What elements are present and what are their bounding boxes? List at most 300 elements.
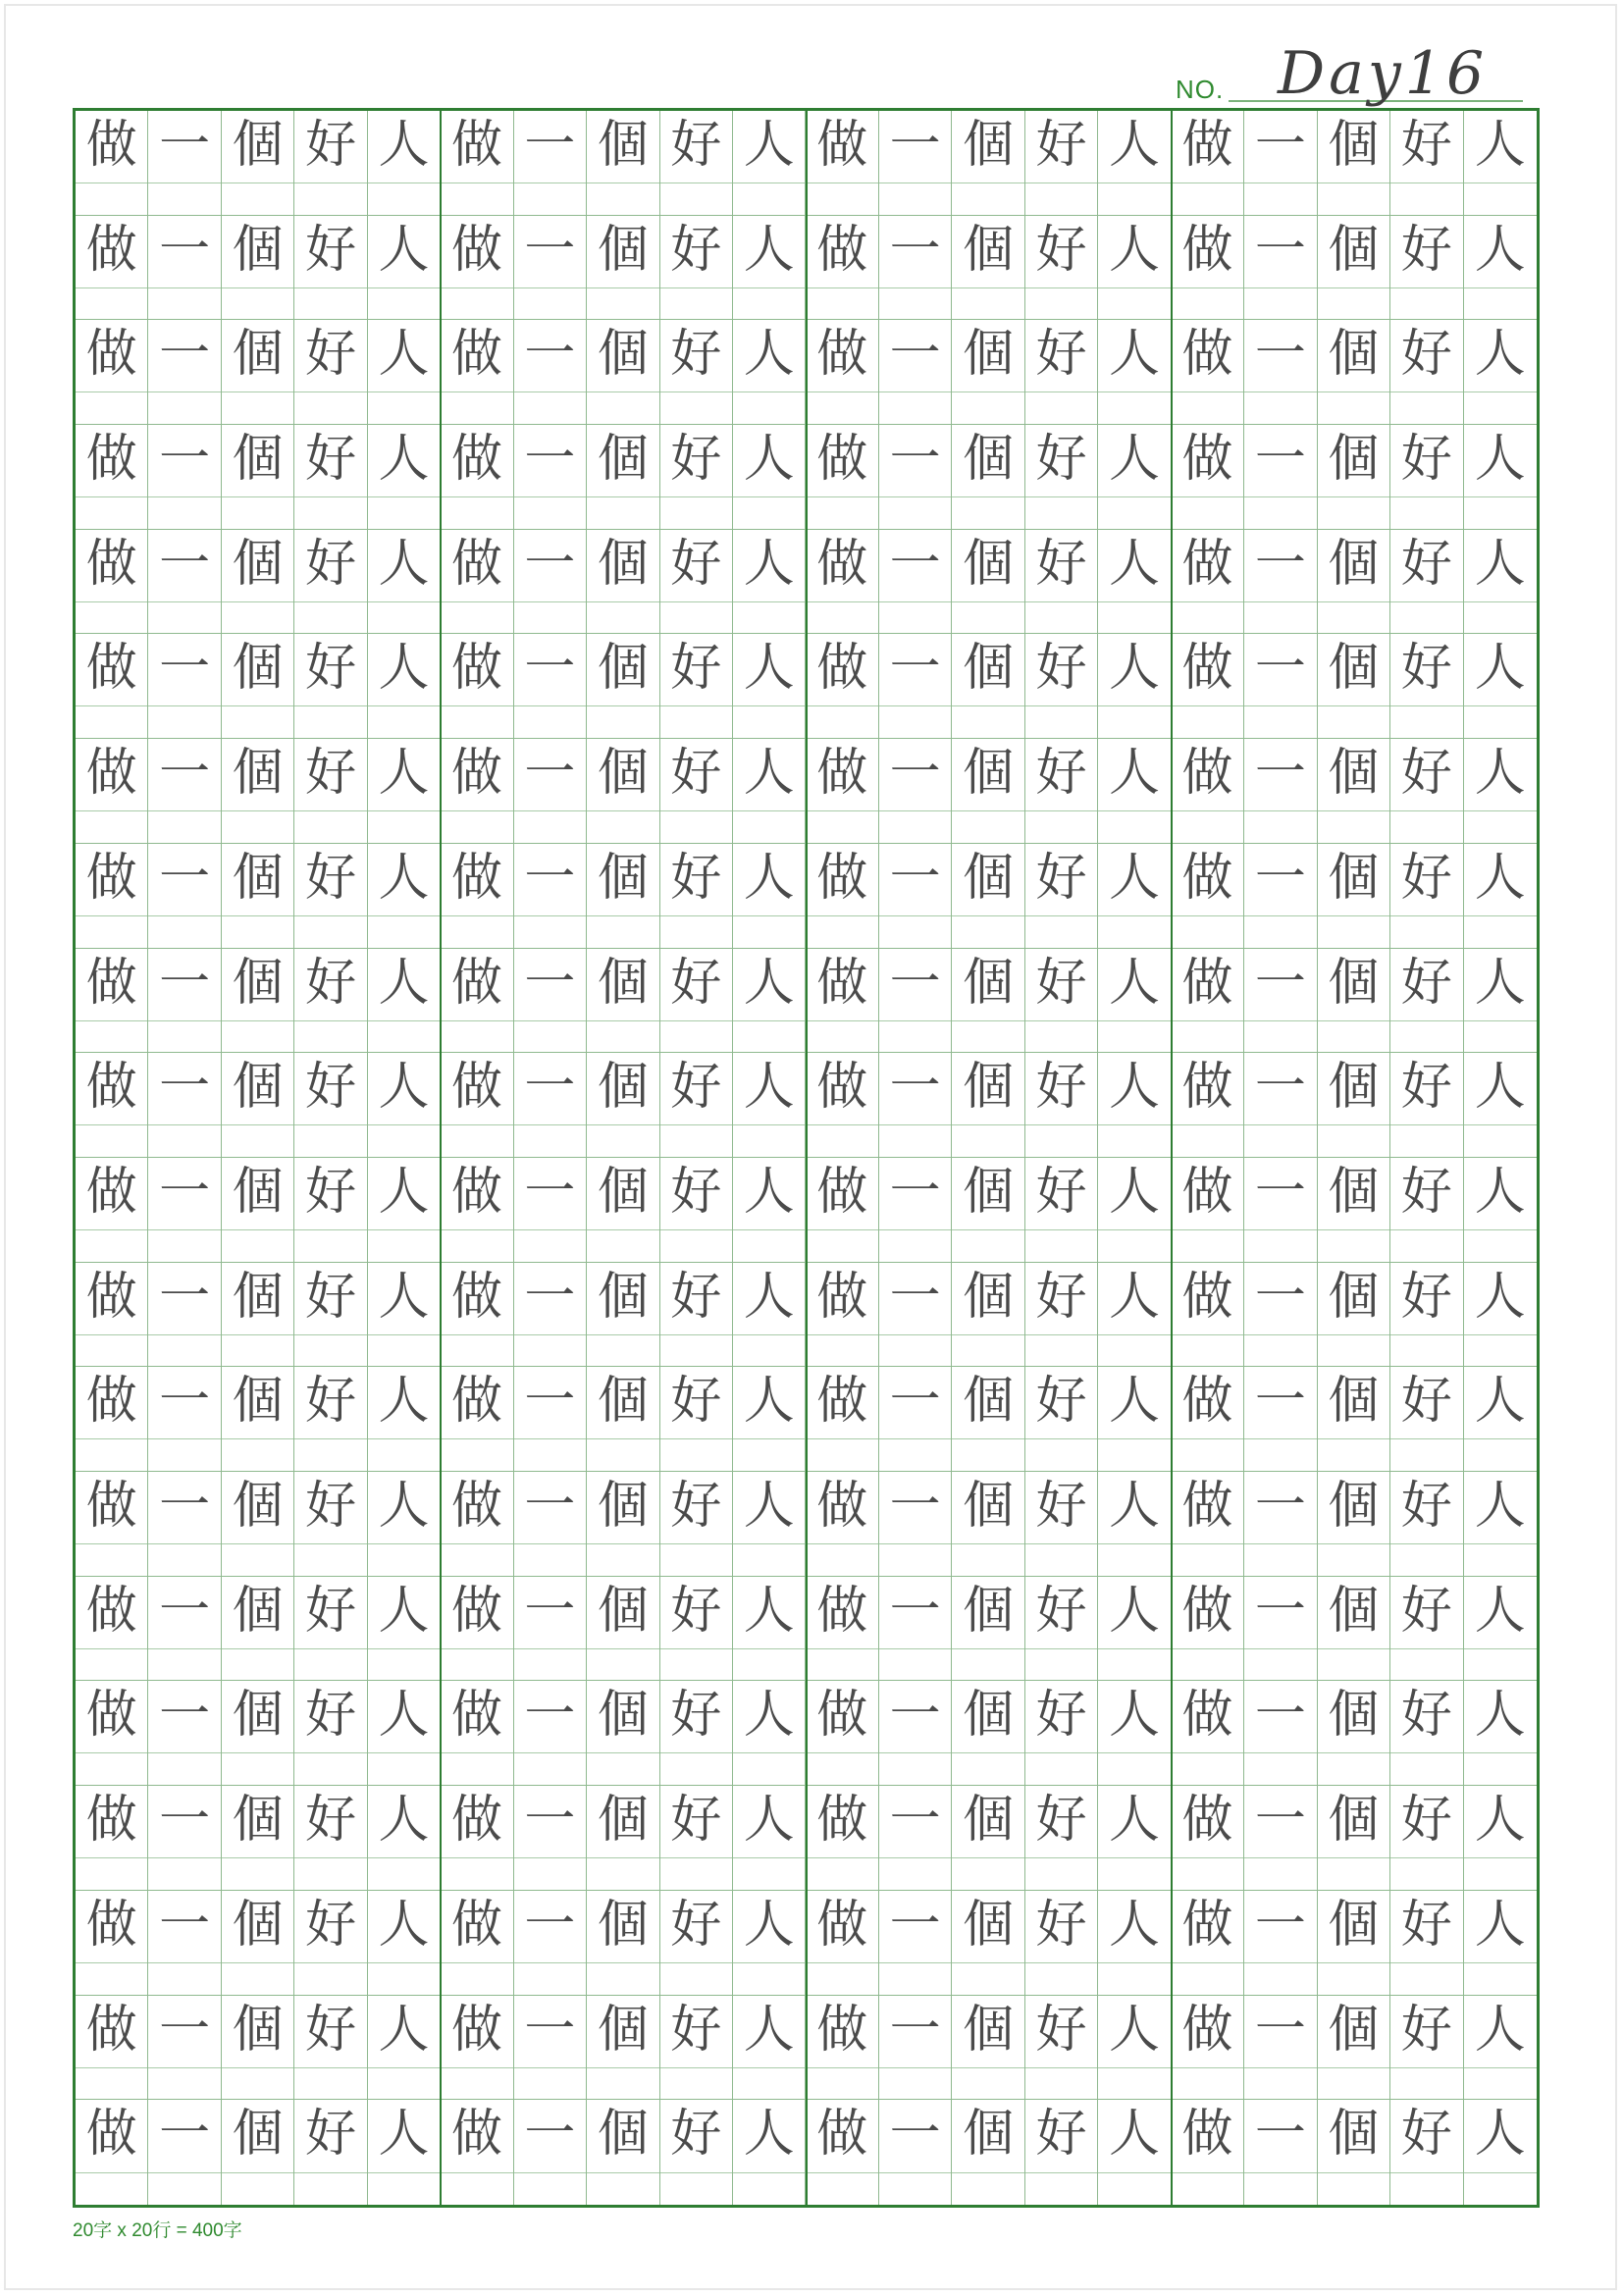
grid-cell [368,1472,441,1577]
grid-cell [1025,216,1098,321]
row-gap-line [514,810,586,843]
row-gap-line [1318,601,1389,634]
handwritten-character: 一 [1254,953,1306,1013]
grid-cell [879,1158,952,1263]
handwritten-character: 做 [450,953,502,1013]
row-gap-line [879,1543,951,1576]
row-gap-line [76,183,147,215]
row-gap-line [294,287,366,320]
handwritten-character: 做 [450,1477,502,1537]
grid-cell [1318,1786,1390,1891]
grid-cell [514,949,587,1054]
handwritten-character: 人 [743,848,795,908]
handwritten-character: 人 [1109,1372,1161,1432]
handwritten-character: 做 [1181,639,1233,699]
handwritten-character: 做 [1181,430,1233,490]
grid-cell [1390,1786,1463,1891]
row-gap-line [587,1648,658,1681]
handwritten-character: 好 [1035,116,1087,175]
row-gap-line [148,1229,220,1262]
handwritten-character: 做 [85,2000,137,2060]
handwritten-character: 好 [1035,1477,1087,1537]
handwritten-character: 好 [1035,1686,1087,1746]
grid-cell [1098,1053,1171,1158]
row-gap-line [733,810,805,843]
row-gap-line [148,1543,220,1576]
grid-cell [1244,216,1317,321]
grid-cell [879,634,952,739]
row-gap-line [148,2172,220,2205]
handwritten-character: 好 [670,325,722,385]
grid-cell [148,1891,221,1996]
row-gap-line [660,915,732,948]
row-gap-line [76,1857,147,1890]
grid-cell [587,1472,659,1577]
handwritten-character: 人 [1474,2000,1526,2060]
row-gap-line [368,287,440,320]
handwritten-character: 人 [1109,639,1161,699]
row-gap-line [1390,1648,1462,1681]
handwritten-character: 做 [85,1267,137,1327]
handwritten-character: 一 [889,953,941,1013]
grid-cell [148,425,221,530]
row-gap-line [733,2067,805,2100]
row-gap-line [1172,705,1243,738]
handwritten-character: 人 [1109,744,1161,804]
handwritten-character: 人 [378,1267,430,1327]
handwritten-character: 人 [1474,639,1526,699]
grid-cell [368,1367,441,1472]
row-gap-line [1172,1962,1243,1995]
grid-cell [733,1158,806,1263]
row-gap-line [733,705,805,738]
row-gap-line [514,1229,586,1262]
row-gap-line [1098,1752,1170,1785]
row-gap-line [148,1438,220,1471]
row-gap-line [148,1857,220,1890]
grid-cell [76,949,148,1054]
grid-cell [514,739,587,844]
handwritten-character: 人 [1474,430,1526,490]
handwritten-character: 人 [378,116,430,175]
row-gap-line [1172,1229,1243,1262]
handwritten-character: 個 [232,1895,284,1955]
row-gap-line [1318,2172,1389,2205]
handwritten-character: 做 [85,1372,137,1432]
grid-cell [733,1367,806,1472]
handwritten-character: 人 [378,1895,430,1955]
row-gap-line [1244,391,1316,424]
grid-cell [1172,1472,1244,1577]
grid-cell [1464,739,1537,844]
grid-cell [441,739,513,844]
handwritten-character: 做 [1181,220,1233,280]
handwritten-character: 一 [1254,430,1306,490]
row-gap-line [733,1438,805,1471]
row-gap-line [1244,1229,1316,1262]
row-gap-line [1172,1020,1243,1053]
row-gap-line [222,1334,293,1367]
row-gap-line [1464,1857,1537,1890]
handwritten-character: 人 [743,744,795,804]
row-gap-line [76,705,147,738]
grid-cell [222,111,294,216]
grid-cell [1172,739,1244,844]
handwritten-character: 好 [1400,1267,1452,1327]
row-gap-line [368,391,440,424]
grid-cell [514,1158,587,1263]
handwritten-character: 好 [1035,1058,1087,1118]
handwritten-character: 個 [1328,744,1380,804]
row-gap-line [660,1438,732,1471]
row-gap-line [1025,287,1097,320]
row-gap-line [733,1334,805,1367]
grid-cell [587,425,659,530]
handwritten-character: 好 [1035,1791,1087,1851]
grid-cell [1098,111,1171,216]
row-gap-line [879,1020,951,1053]
grid-cell [148,1367,221,1472]
handwritten-character: 個 [963,220,1015,280]
row-gap-line [1244,1020,1316,1053]
row-gap-line [1244,1962,1316,1995]
handwritten-character: 做 [450,1791,502,1851]
row-gap-line [222,1020,293,1053]
handwritten-character: 做 [816,430,868,490]
row-gap-line [514,1124,586,1157]
handwritten-character: 好 [670,2105,722,2165]
handwritten-character: 個 [1328,2000,1380,2060]
handwritten-character: 個 [597,1058,649,1118]
row-gap-line [1464,1648,1537,1681]
row-gap-line [1318,183,1389,215]
row-gap-line [806,1648,877,1681]
handwritten-character: 人 [743,1581,795,1641]
handwritten-character: 好 [305,1895,357,1955]
grid-cell [76,1996,148,2101]
grid-cell [733,1053,806,1158]
row-gap-line [879,1648,951,1681]
handwritten-character: 人 [378,2105,430,2165]
grid-cell [733,2100,806,2205]
grid-cell [368,111,441,216]
handwritten-character: 做 [1181,1267,1233,1327]
grid-cell [222,1263,294,1368]
grid-cell [806,1367,878,1472]
row-gap-line [733,287,805,320]
grid-cell [1098,1472,1171,1577]
handwritten-character: 個 [1328,1267,1380,1327]
row-gap-line [1390,1124,1462,1157]
row-gap-line [1098,183,1170,215]
row-gap-line [806,496,877,529]
grid-cell [368,844,441,949]
row-gap-line [879,2172,951,2205]
grid-cell [1172,634,1244,739]
grid-cell [368,2100,441,2205]
row-gap-line [660,1648,732,1681]
handwritten-character: 一 [889,1895,941,1955]
handwritten-character: 個 [597,1372,649,1432]
grid-cell [1025,1681,1098,1786]
row-gap-line [441,2172,512,2205]
row-gap-line [294,1020,366,1053]
row-gap-line [441,496,512,529]
grid-cell [879,111,952,216]
handwritten-character: 人 [378,1581,430,1641]
grid-cell [952,1158,1024,1263]
row-gap-line [952,601,1023,634]
handwritten-character: 好 [305,430,357,490]
handwritten-character: 做 [85,1477,137,1537]
grid-cell [952,111,1024,216]
handwritten-character: 做 [85,1058,137,1118]
handwritten-character: 一 [159,639,211,699]
row-gap-line [806,287,877,320]
handwritten-character: 好 [1035,220,1087,280]
grid-cell [1464,1263,1537,1368]
row-gap-line [733,915,805,948]
grid-cell [806,844,878,949]
grid-cell [660,844,733,949]
grid-cell [587,2100,659,2205]
handwritten-character: 做 [1181,2105,1233,2165]
grid-cell [294,1263,367,1368]
handwritten-character: 一 [524,1895,576,1955]
handwritten-character: 人 [1474,953,1526,1013]
row-gap-line [76,1334,147,1367]
handwritten-character: 一 [1254,220,1306,280]
row-gap-line [148,1648,220,1681]
grid-cell [368,530,441,635]
grid-cell [733,425,806,530]
grid-cell [1244,1472,1317,1577]
row-gap-line [1318,810,1389,843]
grid-cell [1098,949,1171,1054]
grid-cell [806,425,878,530]
handwritten-character: 一 [159,744,211,804]
row-gap-line [76,391,147,424]
grid-cell [806,1472,878,1577]
handwritten-character: 人 [378,1058,430,1118]
grid-cell [1098,2100,1171,2205]
handwritten-character: 一 [159,1267,211,1327]
handwritten-character: 個 [963,430,1015,490]
grid-cell [879,1891,952,1996]
handwritten-character: 做 [1181,116,1233,175]
row-gap-line [879,1229,951,1262]
row-gap-line [76,810,147,843]
handwritten-character: 人 [1474,1686,1526,1746]
handwritten-character: 人 [1109,1791,1161,1851]
grid-cell [1464,949,1537,1054]
grid-cell [587,1786,659,1891]
grid-cell [222,530,294,635]
grid-cell [76,1472,148,1577]
grid-cell [1318,216,1390,321]
row-gap-line [76,1543,147,1576]
row-gap-line [148,810,220,843]
row-gap-line [1464,915,1537,948]
row-gap-line [294,1229,366,1262]
handwritten-character: 個 [963,1686,1015,1746]
row-gap-line [368,705,440,738]
grid-cell [441,530,513,635]
handwritten-character: 人 [378,953,430,1013]
grid-cell [1390,1681,1463,1786]
handwritten-character: 人 [378,1686,430,1746]
row-gap-line [1025,2067,1097,2100]
handwritten-character: 做 [85,2105,137,2165]
row-gap-line [1098,1857,1170,1890]
handwritten-character: 人 [1109,430,1161,490]
row-gap-line [76,287,147,320]
row-gap-line [879,2067,951,2100]
row-gap-line [294,601,366,634]
grid-cell [1098,216,1171,321]
grid-cell [1172,1891,1244,1996]
row-gap-line [222,1648,293,1681]
row-gap-line [733,1752,805,1785]
grid-cell [294,320,367,425]
grid-cell [806,949,878,1054]
row-gap-line [952,2172,1023,2205]
row-gap-line [952,2067,1023,2100]
row-gap-line [1098,1648,1170,1681]
handwritten-character: 一 [889,1372,941,1432]
row-gap-line [222,915,293,948]
handwritten-character: 一 [1254,534,1306,594]
grid-cell [1244,2100,1317,2205]
grid-cell [1025,739,1098,844]
grid-cell [76,1367,148,1472]
no-label: NO. [1176,75,1225,104]
handwritten-character: 做 [450,744,502,804]
handwritten-character: 好 [670,1058,722,1118]
grid-cell [514,1996,587,2101]
handwritten-character: 做 [450,1686,502,1746]
handwritten-character: 好 [670,744,722,804]
manuscript-grid [73,108,1540,2208]
row-gap-line [879,1334,951,1367]
grid-cell [76,1053,148,1158]
grid-cell [660,1263,733,1368]
row-gap-line [587,1438,658,1471]
grid-cell [441,320,513,425]
handwritten-character: 個 [597,534,649,594]
handwritten-character: 人 [743,1686,795,1746]
row-gap-line [441,183,512,215]
row-gap-line [1172,183,1243,215]
handwritten-character: 個 [232,220,284,280]
handwritten-character: 好 [670,430,722,490]
row-gap-line [1318,1229,1389,1262]
grid-cell [368,1891,441,1996]
row-gap-line [1172,2067,1243,2100]
handwritten-character: 做 [450,639,502,699]
handwritten-character: 好 [1035,534,1087,594]
grid-cell [1172,1996,1244,2101]
grid-cell [1464,320,1537,425]
grid-cell [1464,1472,1537,1577]
row-gap-line [587,1752,658,1785]
handwritten-character: 做 [450,1058,502,1118]
handwritten-character: 個 [1328,953,1380,1013]
grid-cell [148,1681,221,1786]
handwritten-character: 一 [889,220,941,280]
grid-cell [148,1472,221,1577]
row-gap-line [1464,1438,1537,1471]
grid-cell [1244,1577,1317,1682]
handwritten-character: 個 [597,430,649,490]
grid-cell [1390,1367,1463,1472]
handwritten-character: 個 [963,1058,1015,1118]
row-gap-line [368,496,440,529]
grid-cell [294,739,367,844]
grid-cell [1318,1367,1390,1472]
grid-cell [806,1786,878,1891]
grid-cell [294,425,367,530]
grid-cell [1025,320,1098,425]
handwritten-character: 一 [524,1372,576,1432]
grid-cell [514,2100,587,2205]
handwritten-character: 個 [963,2105,1015,2165]
handwritten-character: 人 [1474,1791,1526,1851]
grid-cell [733,320,806,425]
row-gap-line [222,1438,293,1471]
grid-cell [1098,1367,1171,1472]
handwritten-character: 一 [889,1581,941,1641]
handwritten-character: 個 [963,1895,1015,1955]
grid-cell [1098,1681,1171,1786]
handwritten-character: 做 [816,220,868,280]
handwritten-character: 好 [1400,220,1452,280]
grid-cell [1464,530,1537,635]
handwritten-character: 一 [159,1581,211,1641]
grid-cell [806,1577,878,1682]
handwritten-character: 個 [963,1477,1015,1537]
handwritten-character: 好 [305,220,357,280]
handwritten-character: 好 [1035,1581,1087,1641]
handwritten-character: 個 [963,1267,1015,1327]
handwritten-character: 人 [1109,1581,1161,1641]
grid-cell [1464,634,1537,739]
grid-cell [514,1367,587,1472]
grid-cell [1464,1577,1537,1682]
handwritten-character: 一 [159,2105,211,2165]
row-gap-line [952,1124,1023,1157]
handwritten-character: 人 [743,639,795,699]
grid-cell [587,949,659,1054]
grid-cell [1025,2100,1098,2205]
grid-cell [952,216,1024,321]
handwritten-character: 一 [1254,1267,1306,1327]
grid-cell [1098,1263,1171,1368]
row-gap-line [1464,183,1537,215]
grid-cell [76,634,148,739]
handwritten-character: 個 [232,1267,284,1327]
grid-cell [733,634,806,739]
grid-cell [514,1263,587,1368]
row-gap-line [514,391,586,424]
row-gap-line [294,1962,366,1995]
grid-cell [660,425,733,530]
row-gap-line [222,705,293,738]
grid-cell [294,530,367,635]
handwritten-character: 做 [450,848,502,908]
grid-cell [587,1263,659,1368]
handwritten-character: 個 [597,1477,649,1537]
